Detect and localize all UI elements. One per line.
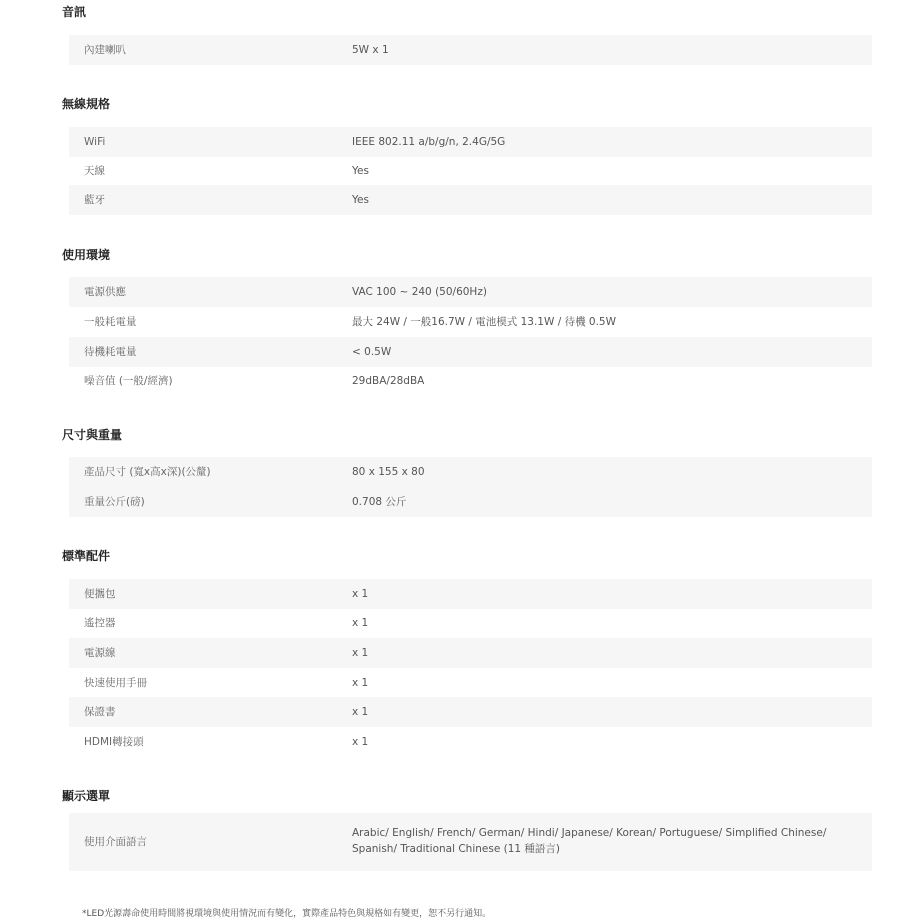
spec-row-antenna (69, 156, 872, 186)
spec-label: 遙控器 (84, 617, 116, 629)
spec-label: 快速使用手冊 (84, 677, 147, 689)
spec-label: 天線 (84, 165, 105, 177)
spec-row-noise-level (69, 366, 872, 396)
spec-row-product-size (69, 457, 872, 487)
spec-row-warranty (69, 697, 872, 727)
spec-value: x 1 (352, 736, 369, 748)
spec-value: 5W x 1 (352, 44, 389, 56)
spec-label: 待機耗電量 (84, 346, 137, 358)
spec-row-bluetooth (69, 185, 872, 215)
section-title: 音訊 (62, 5, 87, 19)
spec-label: 電源供應 (84, 286, 126, 298)
spec-row-carry-bag (69, 579, 872, 609)
spec-value: < 0.5W (352, 346, 392, 358)
section-title: 標準配件 (62, 549, 111, 563)
spec-value: IEEE 802.11 a/b/g/n, 2.4G/5G (352, 136, 506, 148)
section-title: 顯示選單 (62, 789, 111, 803)
spec-value: Yes (352, 194, 369, 206)
spec-row-power-supply (69, 277, 872, 307)
section-title: 尺寸與重量 (62, 428, 123, 442)
spec-value: VAC 100 ~ 240 (50/60Hz) (352, 286, 487, 298)
spec-label: 重量公斤(磅) (84, 496, 145, 508)
section-title: 使用環境 (62, 248, 111, 262)
spec-label: 產品尺寸 (寬x高x深)(公釐) (84, 466, 211, 478)
spec-value: 0.708 公斤 (352, 496, 407, 508)
spec-value: x 1 (352, 677, 369, 689)
section-title: 無線規格 (62, 97, 111, 111)
spec-row-power-consumption (69, 307, 872, 337)
spec-label: 使用介面語言 (84, 836, 147, 848)
spec-label: 便攜包 (84, 588, 116, 600)
spec-label: HDMI轉接頭 (84, 736, 144, 748)
spec-value: Yes (352, 165, 369, 177)
spec-value: x 1 (352, 647, 369, 659)
spec-row-weight (69, 487, 872, 517)
spec-label: WiFi (84, 136, 106, 148)
spec-row-power-cord (69, 638, 872, 668)
spec-value: x 1 (352, 617, 369, 629)
spec-row-ui-languages (69, 813, 872, 871)
spec-row-hdmi-adapter (69, 727, 872, 757)
spec-value: Arabic/ English/ French/ German/ Hindi/ Japanese/ Korean/ Portuguese/ Simplified Chinese/ Spanish/ Traditional Chinese (11 種語言) (352, 827, 827, 855)
spec-value: 最大 24W / 一般16.7W / 電池模式 13.1W / 待機 0.5W (352, 316, 616, 328)
spec-value: 80 x 155 x 80 (352, 466, 425, 478)
spec-value: x 1 (352, 706, 369, 718)
spec-value: x 1 (352, 588, 369, 600)
spec-label: 保證書 (84, 706, 116, 718)
spec-row-quick-guide (69, 668, 872, 698)
spec-label: 藍牙 (84, 194, 105, 206)
spec-label: 電源線 (84, 647, 116, 659)
spec-label: 內建喇叭 (84, 44, 126, 56)
spec-row-standby-power (69, 337, 872, 367)
spec-row-wifi (69, 127, 872, 157)
spec-value: 29dBA/28dBA (352, 375, 425, 387)
spec-row-remote (69, 608, 872, 638)
spec-label: 一般耗電量 (84, 316, 137, 328)
spec-label: 噪音值 (一般/經濟) (84, 375, 173, 387)
footnote: *LED光源壽命使用時間將視環境與使用情況而有變化，實際產品特色與規格如有變更，恕不另行通知。 (82, 909, 492, 919)
spec-row-builtin-speaker (69, 35, 872, 65)
